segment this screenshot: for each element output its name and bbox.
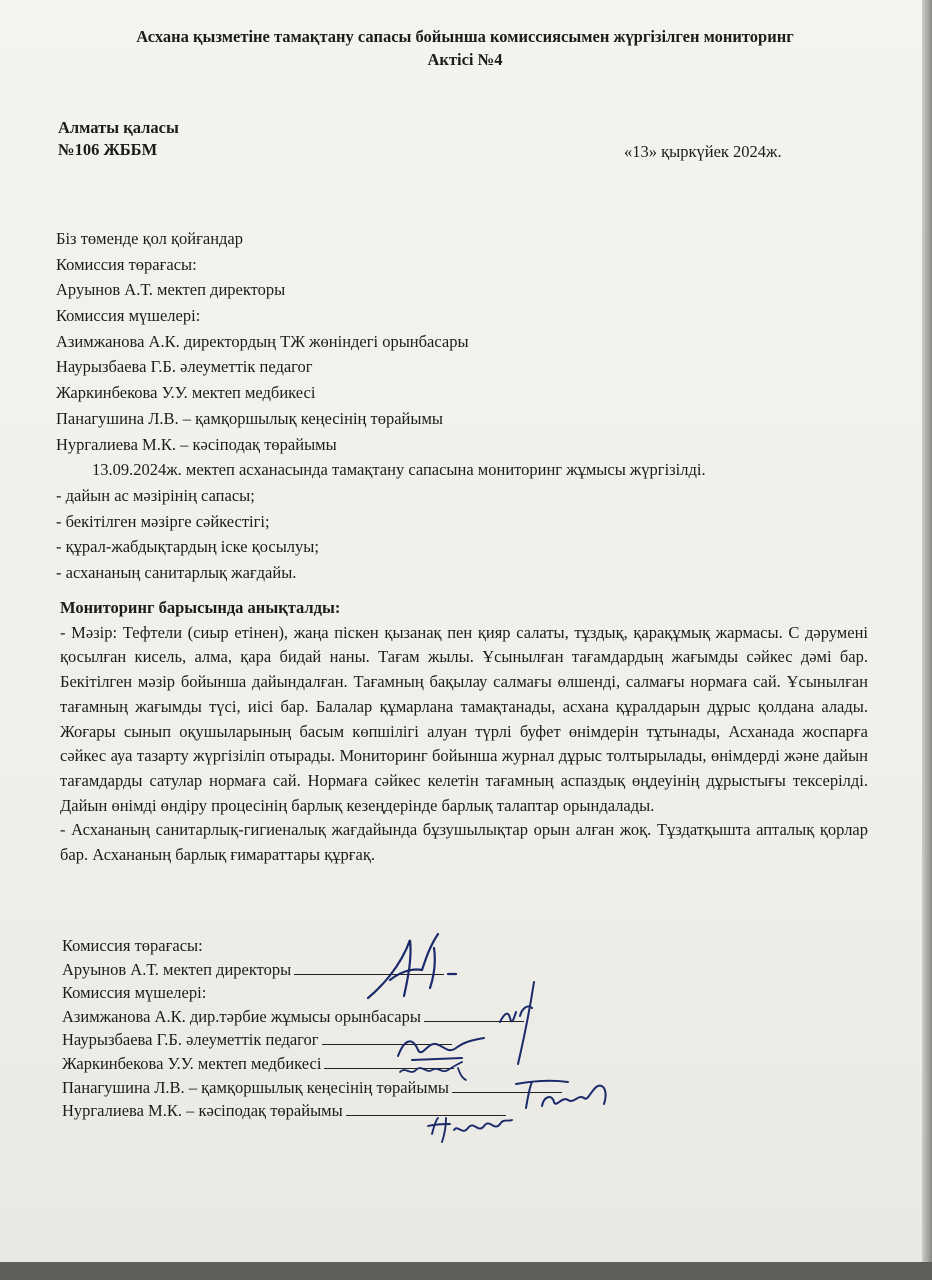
member-item: Панагушина Л.В. – қамқоршылық кеңесінің төрайымы: [56, 408, 443, 428]
signature-row-member: Панагушина Л.В. – қамқоршылық кеңесінің төрайымы: [62, 1076, 882, 1100]
criteria-item: - бекітілген мәзірге сәйкестігі;: [56, 511, 270, 531]
signature-line: [346, 1099, 506, 1116]
city-label: Алматы қаласы: [58, 118, 179, 137]
background-surface: [0, 1262, 932, 1280]
signature-row-member: Нургалиева М.К. – кәсіподақ төрайымы: [62, 1099, 882, 1123]
signature-row-member: Азимжанова А.К. дир.тәрбие жұмысы орынбасары: [62, 1005, 882, 1029]
findings-paragraph: - Асхананың санитарлық-гигиеналық жағдайында бұзушылықтар орын алған жоқ. Тұздатқышта апталық қорлар бар. Асхананың барлық ғимараттары құрғақ.: [60, 820, 868, 865]
page-edge-shadow: [922, 0, 932, 1280]
commission-intro: [56, 226, 876, 586]
member-item: Жаркинбекова У.У. мектеп медбикесі: [56, 383, 316, 403]
document-title: Асхана қызметіне тамақтану сапасы бойынша комиссиясымен жүргізілген мониторинг: [136, 27, 794, 46]
findings-paragraph: - Мәзір: Тефтели (сиыр етінен), жаңа піскен қызанақ пен қияр салаты, тұздық, қарақұмық жармасы. С дәрумені қосылған кисель, алма, қара бидай наны. Тағам жылы. Ұсынылған тағамдардың жағымды сәйкес дәмі бар. Бекітілген мәзір бойынша дайындалған. Тағамның бақылау салмағы өлшенді, салмағы нормаға сай. Ұсынылған тағамның жағымды түсі, иісі бар. Балалар құмарлана тамақтанады, асхана құралдарын дұрыс қолдана алады. Жоғары сынып оқушыларының басым көпшілігі алуан түрлі буфет өнімдерін тұтынады, Асханада жоспарға сәйкес ауа тазарту жүргізіліп отырады. Мониторинг бойынша журнал дұрыс толтырылады, өнімдерді және дайын тағамдарды сатулар нормаға сай. Нормаға сәйкес келетін тағамның аспаздық өңдеуінің дұрыстығы тексерілді. Дайын өнімді өндіру процесінің барлық кезеңдерінде барлық талаптар орындалады.: [60, 622, 868, 815]
criteria-item: - дайын ас мәзірінің сапасы;: [56, 485, 255, 505]
signature-row-chair: Аруынов А.Т. мектеп директоры: [62, 958, 882, 982]
signature-line: [322, 1028, 452, 1045]
document-subtitle: Актісі №4: [427, 50, 503, 69]
member-item: Азимжанова А.К. директордың ТЖ жөніндегі орынбасары: [56, 331, 469, 351]
signature-block: [62, 934, 882, 1123]
signature-row-member: Наурызбаева Г.Б. әлеуметтік педагог: [62, 1028, 882, 1052]
monitoring-statement: 13.09.2024ж. мектеп асханасында тамақтану сапасына мониторинг жұмысы жүргізілді.: [92, 460, 706, 480]
chair-label: Комиссия төрағасы:: [56, 254, 197, 274]
members-label: Комиссия мүшелері:: [56, 306, 201, 326]
signature-members-label: Комиссия мүшелері:: [62, 983, 207, 1003]
signature-row-member: Жаркинбекова У.У. мектеп медбикесі: [62, 1052, 882, 1076]
school-label: №106 ЖББМ: [58, 140, 158, 159]
chair-name: Аруынов А.Т. мектеп директоры: [56, 280, 286, 300]
document-date: «13» қыркүйек 2024ж.: [624, 142, 782, 161]
criteria-item: - асхананың санитарлық жағдайы.: [56, 562, 297, 582]
signature-line: [294, 958, 444, 975]
signature-line: [424, 1005, 524, 1022]
member-item: Нургалиева М.К. – кәсіподақ төрайымы: [56, 434, 337, 454]
findings-section: [60, 596, 868, 868]
member-item: Наурызбаева Г.Б. әлеуметтік педагог: [56, 357, 313, 377]
signature-line: [324, 1052, 454, 1069]
signed-below-text: Біз төменде қол қойғандар: [56, 229, 243, 248]
signature-line: [452, 1076, 562, 1093]
findings-heading: Мониторинг барысында анықталды:: [60, 598, 341, 617]
criteria-item: - құрал-жабдықтардың іске қосылуы;: [56, 537, 319, 557]
signature-chair-label: Комиссия төрағасы:: [62, 936, 203, 955]
